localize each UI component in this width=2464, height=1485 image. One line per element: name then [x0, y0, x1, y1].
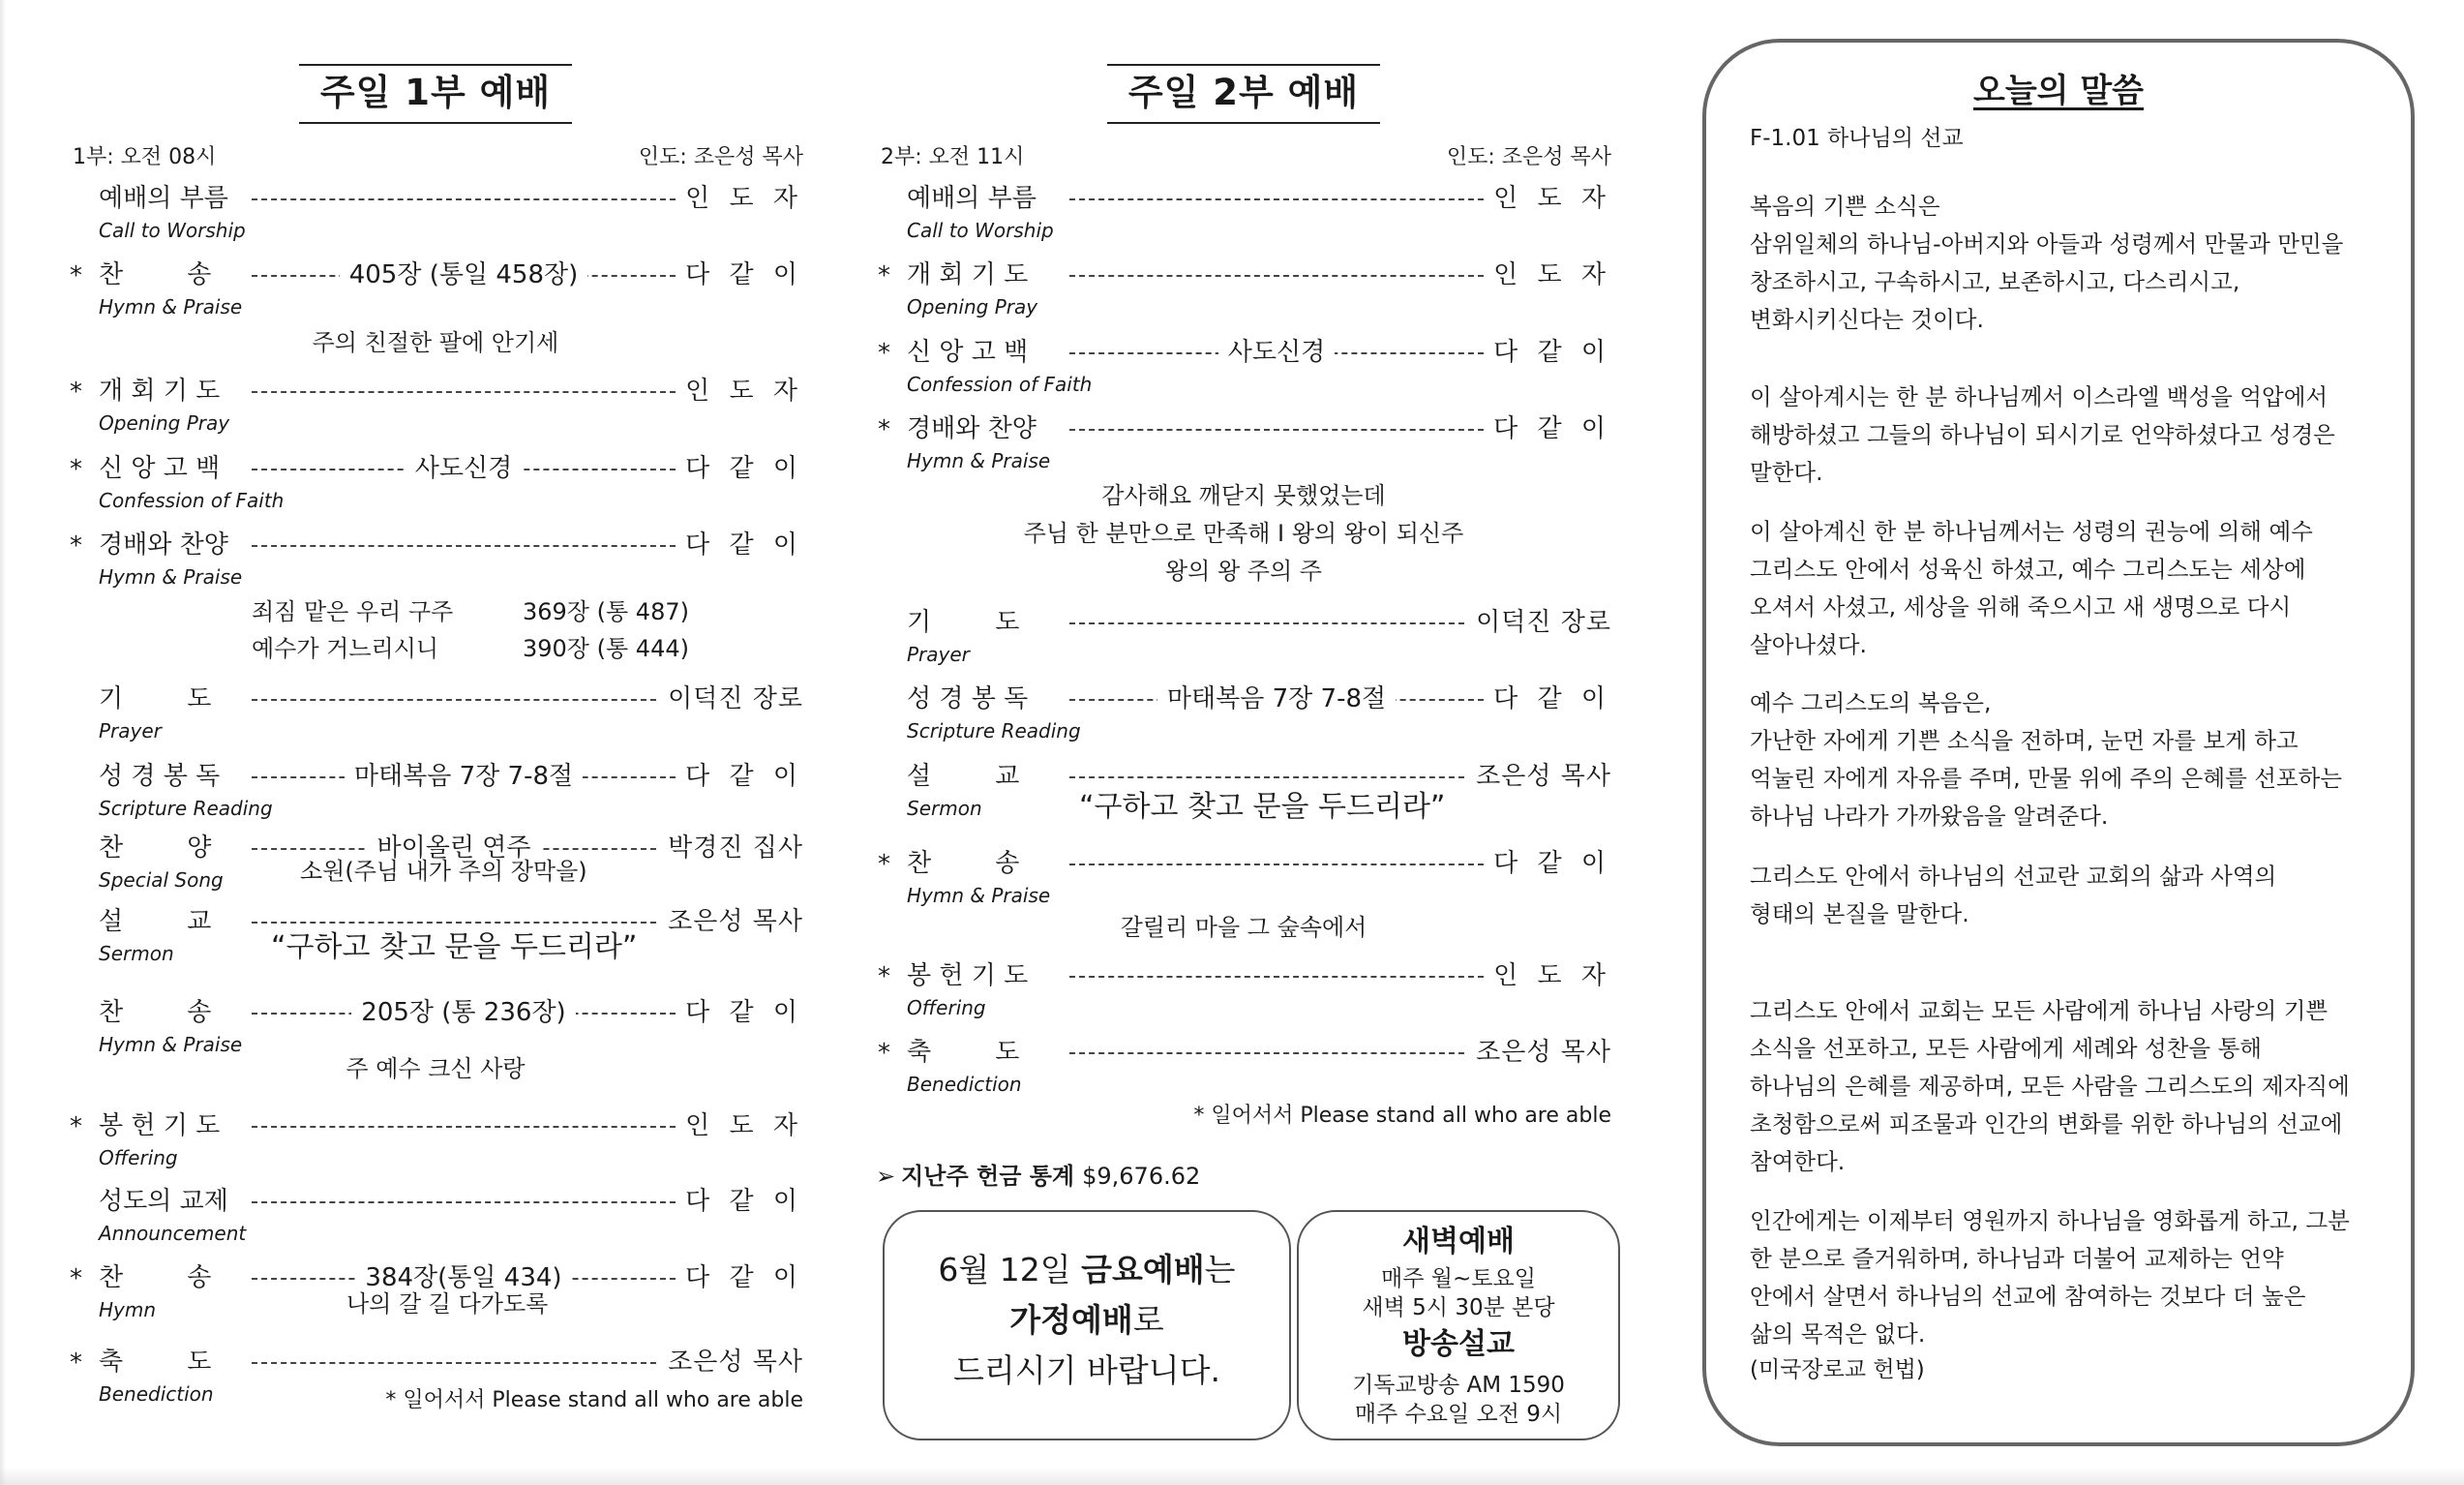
order-item-english: Sermon	[99, 942, 174, 965]
order-item-name: 신 앙 고 백	[99, 454, 221, 483]
order-item	[876, 409, 1611, 448]
todays-word-line: 이 살아계시는 한 분 하나님께서 이스라엘 백성을 억압에서	[1750, 383, 2329, 410]
todays-word-paragraph	[1750, 513, 2389, 664]
order-item-name: 신 앙 고 백	[907, 338, 1029, 367]
service1-praise-a-title: 죄짐 맡은 우리 구주	[252, 598, 454, 625]
broadcast-time: 매주 수요일 오전 9시	[1354, 1402, 1563, 1427]
order-item-leader: 박경진 집사	[668, 833, 803, 863]
order-item	[68, 1182, 803, 1221]
order-item-leader: 인 도 자	[1493, 184, 1611, 213]
order-item-english: Confession of Faith	[99, 489, 285, 512]
order-item-name: 설 교	[99, 907, 212, 936]
leader-dots	[1069, 198, 1484, 200]
order-item-name: 축 도	[907, 1038, 1020, 1067]
order-item	[68, 256, 803, 294]
service1-stand-note: * 일어서서 Please stand all who are able	[385, 1388, 803, 1412]
order-item-english: Hymn & Praise	[907, 884, 1051, 907]
order-item-english: Special Song	[99, 868, 224, 892]
service1-praise-a-num: 369장 (통 487)	[523, 598, 689, 625]
service1-closing-song: 나의 갈 길 다가도록	[346, 1290, 549, 1318]
todays-word-line: 한 분으로 즐거워하며, 하나님과 더불어 교제하는 언약	[1750, 1245, 2284, 1272]
service2-column	[876, 0, 1611, 1142]
order-item-detail-text: 바이올린 연주	[368, 833, 541, 863]
order-item-leader: 다 같 이	[1493, 684, 1611, 713]
order-item-english: Sermon	[907, 797, 982, 820]
home-worship-particle: 로	[1132, 1301, 1164, 1339]
order-item-english: Benediction	[907, 1073, 1022, 1096]
todays-word-source: (미국장로교 헌법)	[1750, 1357, 1925, 1382]
order-item	[876, 333, 1611, 372]
order-item-english: Scripture Reading	[99, 797, 273, 820]
dawn-days: 매주 월~토요일	[1381, 1266, 1536, 1291]
stand-marker: *	[878, 261, 890, 290]
todays-word-line: 인간에게는 이제부터 영원까지 하나님을 영화롭게 하고, 그분	[1750, 1207, 2350, 1234]
order-item-name: 기 도	[907, 608, 1020, 637]
order-item	[876, 256, 1611, 294]
offering-stats-label: 지난주 헌금 통계	[901, 1163, 1075, 1190]
order-item	[876, 844, 1611, 883]
dawn-time: 새벽 5시 30분 본당	[1362, 1295, 1555, 1320]
order-item	[876, 956, 1611, 995]
order-item-english: Opening Pray	[99, 411, 230, 435]
leader-dots	[1069, 976, 1484, 978]
order-item-name: 찬 송	[907, 849, 1020, 878]
stand-marker: *	[70, 455, 82, 484]
leader-dots	[1069, 776, 1464, 778]
friday-notice-box	[883, 1210, 1291, 1440]
order-item-detail-text: 마태복음 7장 7-8절	[345, 762, 583, 791]
order-item-name: 성도의 교제	[99, 1187, 228, 1216]
service2-stand-note: * 일어서서 Please stand all who are able	[1193, 1104, 1611, 1128]
order-item	[68, 526, 803, 564]
todays-word-paragraph	[1750, 379, 2389, 492]
todays-word-line: 소식을 선포하고, 모든 사람에게 세례와 성찬을 통해	[1750, 1035, 2263, 1062]
order-item-name: 예배의 부름	[99, 184, 228, 213]
todays-word-line: 변화시키신다는 것이다.	[1750, 306, 1984, 333]
order-item-leader: 인 도 자	[685, 1111, 803, 1140]
order-item-detail	[252, 256, 676, 294]
order-item-leader: 인 도 자	[685, 184, 803, 213]
order-item-english: Offering	[907, 996, 986, 1019]
todays-word-line: 참여한다.	[1750, 1148, 1846, 1175]
order-item-detail-text: 사도신경	[406, 454, 522, 483]
order-item	[68, 757, 803, 796]
friday-notice-line2	[885, 1295, 1289, 1346]
todays-word-line: 말한다.	[1750, 459, 1823, 486]
order-item-leader: 다 같 이	[1493, 849, 1611, 878]
order-item-detail-text: 205장 (통 236장)	[351, 998, 575, 1027]
service1-column	[68, 0, 803, 1452]
order-item	[876, 179, 1611, 218]
order-item-english: Call to Worship	[99, 219, 246, 242]
order-item-leader: 다 같 이	[685, 998, 803, 1027]
dawn-title: 새벽예배	[1402, 1225, 1515, 1258]
stand-marker: *	[70, 378, 82, 407]
todays-word-line: 살아나셨다.	[1750, 631, 1867, 658]
todays-word-line: 초청함으로써 피조물과 인간의 변화를 위한 하나님의 선교에	[1750, 1110, 2343, 1137]
leader-dots	[1069, 1052, 1464, 1054]
broadcast-title: 방송설교	[1402, 1327, 1515, 1361]
order-item-leader: 다 같 이	[685, 530, 803, 560]
order-item-english: Hymn & Praise	[99, 565, 243, 589]
leader-dots	[252, 1126, 676, 1128]
offering-stats	[876, 1157, 1200, 1191]
todays-word-line: 예수 그리스도의 복음은,	[1750, 689, 1992, 716]
order-item-name: 찬 송	[99, 998, 212, 1027]
order-item-leader: 다 같 이	[685, 260, 803, 289]
stand-marker: *	[70, 1349, 82, 1378]
todays-word-paragraph	[1750, 1202, 2389, 1353]
order-item-detail-text: 마태복음 7장 7-8절	[1157, 684, 1396, 713]
leader-dots	[252, 545, 676, 547]
service1-song1: 주의 친절한 팔에 안기세	[312, 329, 559, 356]
leader-dots	[1069, 429, 1484, 431]
friday-particle: 는	[1204, 1251, 1236, 1288]
order-item-leader: 이덕진 장로	[668, 684, 803, 713]
leader-dots	[252, 1362, 656, 1364]
order-item	[68, 993, 803, 1032]
broadcast-station: 기독교방송 AM 1590	[1352, 1373, 1565, 1398]
todays-word-line: 창조하시고, 구속하시고, 보존하시고, 다스리시고,	[1750, 268, 2240, 295]
leader-dots	[252, 699, 656, 701]
order-item-leader: 다 같 이	[1493, 338, 1611, 367]
order-item-name: 찬 양	[99, 833, 212, 863]
service1-sermon-title: “구하고 찾고 문을 두드리라”	[271, 930, 638, 964]
friday-service: 금요예배	[1081, 1251, 1205, 1288]
order-item	[68, 179, 803, 218]
leader-dots	[1069, 622, 1464, 624]
order-item-detail-text: 사도신경	[1218, 338, 1335, 367]
service2-sermon-title: “구하고 찾고 문을 두드리라”	[1079, 790, 1446, 824]
page-shadow-bottom	[0, 1468, 2464, 1485]
todays-word-line: 억눌린 자에게 자유를 주며, 만물 위에 주의 은혜를 선포하는	[1750, 765, 2343, 792]
stand-marker: *	[878, 962, 890, 991]
stand-marker: *	[70, 261, 82, 290]
dawn-broadcast-box	[1297, 1210, 1620, 1440]
order-item-english: Benediction	[99, 1382, 214, 1406]
todays-word-line: 삶의 목적은 없다.	[1750, 1320, 1926, 1348]
order-item-english: Hymn & Praise	[907, 449, 1051, 472]
order-item-name: 기 도	[99, 684, 212, 713]
todays-word-line: 이 살아계신 한 분 하나님께서는 성령의 권능에 의해 예수	[1750, 518, 2313, 545]
order-item-leader: 조은성 목사	[668, 1348, 803, 1377]
order-item-english: Prayer	[99, 719, 162, 742]
stand-marker: *	[878, 850, 890, 879]
todays-word-line: 가난한 자에게 기쁜 소식을 전하며, 눈먼 자를 보게 하고	[1750, 727, 2299, 754]
todays-word-line: 형태의 본질을 말한다.	[1750, 900, 1969, 927]
service2-time: 2부: 오전 11시	[881, 145, 1025, 169]
order-item	[68, 1343, 803, 1381]
service1-leader: 인도: 조은성 목사	[638, 145, 803, 169]
order-item-detail	[252, 757, 676, 796]
todays-word-box	[1702, 39, 2415, 1446]
todays-word-title: 오늘의 말씀	[1972, 72, 2145, 110]
order-item-leader: 조은성 목사	[668, 907, 803, 936]
order-item	[68, 680, 803, 718]
service1-praise-b-num: 390장 (통 444)	[523, 635, 689, 662]
order-item-english: Confession of Faith	[907, 373, 1093, 396]
leader-dots	[252, 1201, 676, 1203]
order-item-leader: 인 도 자	[1493, 260, 1611, 289]
order-item-leader: 조은성 목사	[1476, 762, 1611, 791]
order-item-english: Hymn	[99, 1298, 157, 1321]
order-item	[876, 603, 1611, 642]
order-item-english: Hymn & Praise	[99, 1033, 243, 1056]
order-item-name: 축 도	[99, 1348, 212, 1377]
service1-praise-b-title: 예수가 거느리시니	[252, 635, 439, 662]
leader-dots	[1069, 864, 1484, 865]
order-item-name: 개 회 기 도	[99, 377, 221, 406]
order-item-name: 경배와 찬양	[907, 414, 1037, 443]
friday-notice-line3: 드리시기 바랍니다.	[952, 1351, 1220, 1389]
order-item-leader: 다 같 이	[1493, 414, 1611, 443]
order-item-english: Announcement	[99, 1222, 247, 1245]
service2-title: 주일 2부 예배	[1107, 64, 1380, 124]
service1-title: 주일 1부 예배	[299, 64, 572, 124]
order-item	[68, 449, 803, 488]
todays-word-line: 안에서 살면서 하나님의 선교에 참여하는 것보다 더 높은	[1750, 1283, 2306, 1310]
stand-marker: *	[70, 1264, 82, 1293]
order-item-leader: 다 같 이	[685, 454, 803, 483]
order-item-english: Offering	[99, 1146, 178, 1169]
order-item-leader: 이덕진 장로	[1476, 608, 1611, 637]
leader-dots	[1069, 275, 1484, 277]
order-item-name: 설 교	[907, 762, 1020, 791]
stand-marker: *	[878, 339, 890, 368]
order-item-detail-text: 384장(통일 434)	[355, 1263, 571, 1292]
service2-praise-1: 감사해요 깨닫지 못했었는데	[1101, 482, 1386, 509]
todays-word-line: 하나님 나라가 가까왔음을 알려준다.	[1750, 803, 2109, 830]
order-item-leader: 다 같 이	[685, 1263, 803, 1292]
leader-dots	[252, 198, 676, 200]
order-item	[68, 372, 803, 410]
service2-praise-2: 주님 한 분만으로 만족해 I 왕의 왕이 되신주	[1023, 520, 1464, 547]
todays-word-paragraph	[1750, 992, 2389, 1181]
home-worship: 가정예배	[1009, 1301, 1133, 1339]
friday-date: 6월 12일	[938, 1251, 1082, 1288]
service1-time: 1부: 오전 08시	[73, 145, 217, 169]
todays-word-paragraph	[1750, 684, 2389, 835]
service1-header	[68, 140, 803, 169]
todays-word-line: 그리스도 안에서 하나님의 선교란 교회의 삶과 사역의	[1750, 863, 2277, 890]
order-item-detail-text: 405장 (통일 458장)	[340, 260, 588, 289]
order-item-name: 성 경 봉 독	[907, 684, 1029, 713]
order-item	[876, 1033, 1611, 1072]
order-item-detail	[1069, 680, 1484, 718]
service2-song-after-sermon: 갈릴리 마을 그 숲속에서	[1120, 914, 1367, 941]
order-item	[876, 680, 1611, 718]
todays-word-paragraph	[1750, 188, 2389, 339]
order-item-leader: 조은성 목사	[1476, 1038, 1611, 1067]
todays-word-paragraph	[1750, 858, 2389, 933]
order-item-english: Call to Worship	[907, 219, 1054, 242]
offering-stats-amount: $9,676.62	[1082, 1163, 1201, 1190]
todays-word-line: 삼위일체의 하나님-아버지와 아들과 성령께서 만물과 만민을	[1750, 230, 2344, 258]
order-item-english: Prayer	[907, 643, 970, 666]
stand-marker: *	[878, 415, 890, 444]
todays-word-code: F-1.01 하나님의 선교	[1750, 126, 1964, 151]
order-item-detail	[252, 993, 676, 1032]
order-item-name: 찬 송	[99, 260, 212, 289]
order-item-leader: 다 같 이	[685, 1187, 803, 1216]
service2-header	[876, 140, 1611, 169]
todays-word-line: 오셔서 사셨고, 세상을 위해 죽으시고 새 생명으로 다시	[1750, 593, 2292, 621]
order-item-name: 봉 헌 기 도	[99, 1111, 221, 1140]
order-item-english: Hymn & Praise	[99, 295, 243, 318]
order-item	[68, 1106, 803, 1145]
order-item-detail	[252, 449, 676, 488]
order-item-english: Opening Pray	[907, 295, 1038, 318]
order-item-leader: 인 도 자	[685, 377, 803, 406]
todays-word-line: 해방하셨고 그들의 하나님이 되시기로 언약하셨다고 성경은	[1750, 421, 2335, 448]
order-item-detail	[1069, 333, 1484, 372]
stand-marker: *	[70, 1112, 82, 1141]
leader-dots	[252, 391, 676, 393]
order-item-name: 개 회 기 도	[907, 260, 1029, 289]
stand-marker: *	[878, 1039, 890, 1068]
todays-word-line: 그리스도 안에서 성육신 하셨고, 예수 그리스도는 세상에	[1750, 556, 2306, 583]
leader-dots	[252, 922, 656, 924]
arrow-icon: ➢	[876, 1163, 896, 1190]
order-item-name: 성 경 봉 독	[99, 762, 221, 791]
order-item-english: Scripture Reading	[907, 719, 1081, 742]
service1-special-song-title: 소원(주님 내가 주의 장막을)	[300, 858, 587, 885]
page-shadow-left	[0, 0, 6, 1485]
todays-word-line: 복음의 기쁜 소식은	[1750, 193, 1940, 220]
order-item-name: 봉 헌 기 도	[907, 961, 1029, 990]
order-item-leader: 다 같 이	[685, 762, 803, 791]
order-item-leader: 인 도 자	[1493, 961, 1611, 990]
service2-leader: 인도: 조은성 목사	[1446, 145, 1611, 169]
order-item-name: 예배의 부름	[907, 184, 1037, 213]
service1-song-after-sermon: 주 예수 크신 사랑	[346, 1055, 526, 1082]
todays-word-line: 그리스도 안에서 교회는 모든 사람에게 하나님 사랑의 기쁜	[1750, 997, 2329, 1024]
order-item-name: 찬 송	[99, 1263, 212, 1292]
stand-marker: *	[70, 531, 82, 561]
order-item-name: 경배와 찬양	[99, 530, 228, 560]
todays-word-line: 하나님의 은혜를 제공하며, 모든 사람을 그리스도의 제자직에	[1750, 1073, 2350, 1100]
service2-praise-3: 왕의 왕 주의 주	[1165, 558, 1322, 585]
friday-notice-line1	[885, 1245, 1289, 1295]
